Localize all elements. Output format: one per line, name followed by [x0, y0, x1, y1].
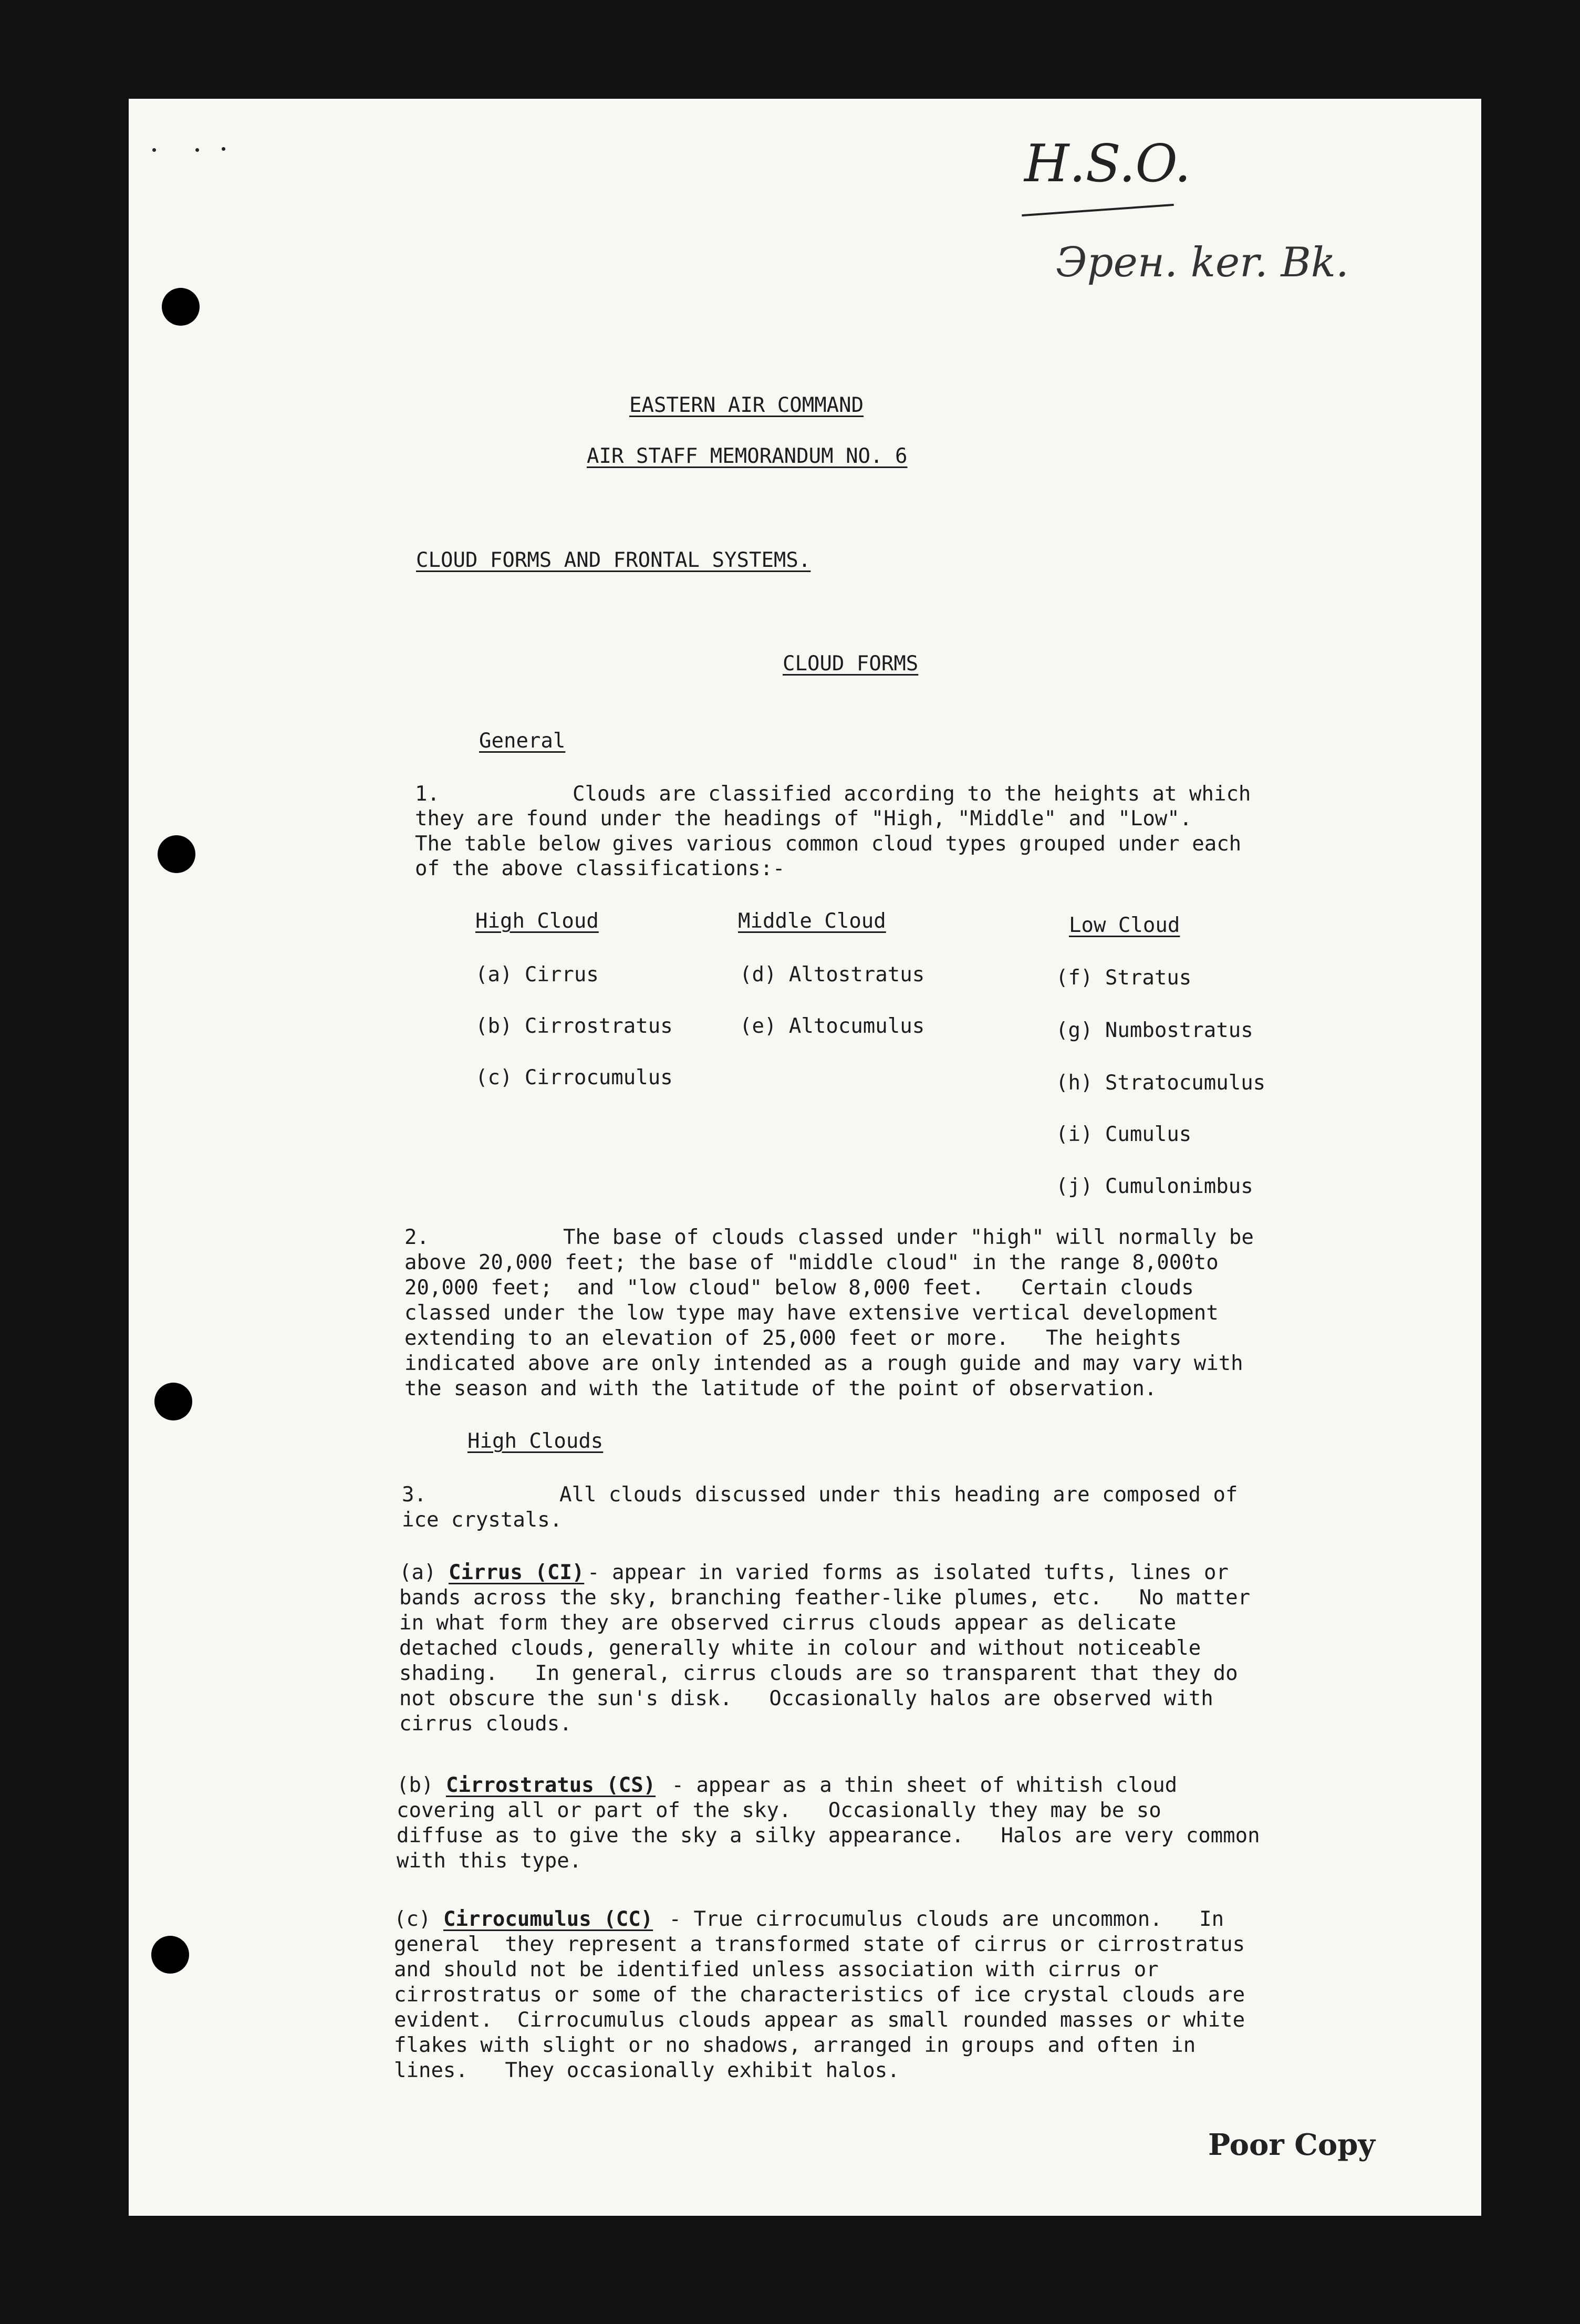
para-a-line: bands across the sky, branching feather-like plumes, etc. No matter	[399, 1586, 1251, 1610]
para-a-line: - appear in varied forms as isolated tufts, lines or	[587, 1561, 1229, 1584]
table-cell: (a) Cirrus	[475, 963, 599, 987]
para2-line: the season and with the latitude of the point of observation.	[404, 1377, 1157, 1400]
punch-hole	[158, 835, 195, 873]
para1-number: 1.	[415, 782, 440, 806]
handwritten-initials: H.S.O.	[1024, 134, 1191, 194]
para-b-line: with this type.	[397, 1849, 582, 1873]
heading-memorandum: AIR STAFF MEMORANDUM NO. 6	[587, 444, 908, 468]
para2-line: indicated above are only intended as a rough guide and may vary with	[404, 1352, 1243, 1375]
term-cirrus: Cirrus (CI)	[449, 1561, 585, 1584]
para-b-line: covering all or part of the sky. Occasionally they may be so	[397, 1799, 1161, 1822]
para3-line: ice crystals.	[402, 1508, 563, 1532]
stray-mark	[222, 147, 225, 151]
punch-hole	[162, 288, 200, 326]
general-heading: General	[479, 729, 566, 753]
document-title: CLOUD FORMS AND FRONTAL SYSTEMS.	[416, 548, 811, 572]
table-cell: (b) Cirrostratus	[475, 1014, 673, 1038]
para1-line: they are found under the headings of "High, "Middle" and "Low".	[415, 807, 1192, 831]
para-c-line: cirrostratus or some of the characteristics of ice crystal clouds are	[394, 1983, 1245, 2007]
para-a-line: in what form they are observed cirrus clouds appear as delicate	[399, 1611, 1177, 1635]
heading-eastern-air-command: EASTERN AIR COMMAND	[629, 393, 864, 417]
table-cell: (c) Cirrocumulus	[475, 1066, 673, 1090]
para-c-prefix: (c)	[394, 1907, 443, 1931]
para2-line: 20,000 feet; and "low cloud" below 8,000 feet. Certain clouds	[404, 1276, 1194, 1300]
para1-line: Clouds are classified according to the heights at which	[573, 782, 1251, 806]
table-cell: (d) Altostratus	[740, 963, 925, 987]
term-cirrostratus: Cirrostratus (CS)	[446, 1773, 656, 1797]
para2-line: above 20,000 feet; the base of "middle cloud" in the range 8,000to	[404, 1251, 1219, 1274]
high-clouds-heading: High Clouds	[467, 1429, 604, 1453]
table-cell: (e) Altocumulus	[740, 1014, 925, 1038]
para2-line: The base of clouds classed under "high" will normally be	[563, 1226, 1254, 1249]
para1-line: of the above classifications:-	[415, 857, 785, 880]
para-a-line: cirrus clouds.	[399, 1712, 572, 1736]
para-c-line: - True cirrocumulus clouds are uncommon. In	[657, 1907, 1224, 1931]
para-c-line: and should not be identified unless association with cirrus or	[394, 1958, 1159, 1981]
table-cell: (i) Cumulus	[1056, 1123, 1192, 1146]
table-header-low-cloud: Low Cloud	[1069, 914, 1180, 937]
para2-line: extending to an elevation of 25,000 feet or more. The heights	[404, 1326, 1182, 1350]
para-c-line: general they represent a transformed state of cirrus or cirrostratus	[394, 1933, 1245, 1956]
para3-number: 3.	[402, 1483, 427, 1507]
table-header-middle-cloud: Middle Cloud	[738, 909, 886, 933]
para-c-line: evident. Cirrocumulus clouds appear as small rounded masses or white	[394, 2008, 1245, 2032]
handwritten-note: Эpeн. ker. Bk.	[1056, 239, 1349, 286]
punch-hole	[151, 1936, 189, 1974]
para-a-line: detached clouds, generally white in colour and without noticeable	[399, 1636, 1201, 1660]
para-a-prefix: (a)	[399, 1561, 449, 1584]
para-b-prefix: (b)	[397, 1773, 446, 1797]
para-b-line: - appear as a thin sheet of whitish cloud	[659, 1773, 1178, 1797]
para-b-line: diffuse as to give the sky a silky appearance. Halos are very common	[397, 1824, 1260, 1848]
punch-hole	[154, 1383, 192, 1420]
para3-line: All clouds discussed under this heading are composed of	[559, 1483, 1238, 1507]
para2-line: classed under the low type may have extensive vertical development	[404, 1301, 1219, 1325]
para-c-line: lines. They occasionally exhibit halos.	[394, 2059, 900, 2082]
table-cell: (f) Stratus	[1056, 966, 1192, 990]
term-cirrocumulus: Cirrocumulus (CC)	[443, 1907, 653, 1931]
para2-number: 2.	[404, 1226, 429, 1249]
table-cell: (h) Stratocumulus	[1056, 1071, 1266, 1095]
table-cell: (j) Cumulonimbus	[1056, 1175, 1253, 1198]
para1-line: The table below gives various common cloud types grouped under each	[415, 832, 1242, 856]
handwritten-footer-note: Poor Copy	[1208, 2128, 1375, 2162]
table-header-high-cloud: High Cloud	[475, 909, 599, 933]
para-a-line: not obscure the sun's disk. Occasionally halos are observed with	[399, 1687, 1213, 1710]
stray-mark	[195, 148, 199, 152]
para-c-line: flakes with slight or no shadows, arranged in groups and often in	[394, 2034, 1196, 2057]
para-a-line: shading. In general, cirrus clouds are so transparent that they do	[399, 1662, 1238, 1685]
section-title: CLOUD FORMS	[783, 652, 919, 676]
table-cell: (g) Numbostratus	[1056, 1019, 1253, 1042]
stray-mark	[152, 148, 156, 152]
